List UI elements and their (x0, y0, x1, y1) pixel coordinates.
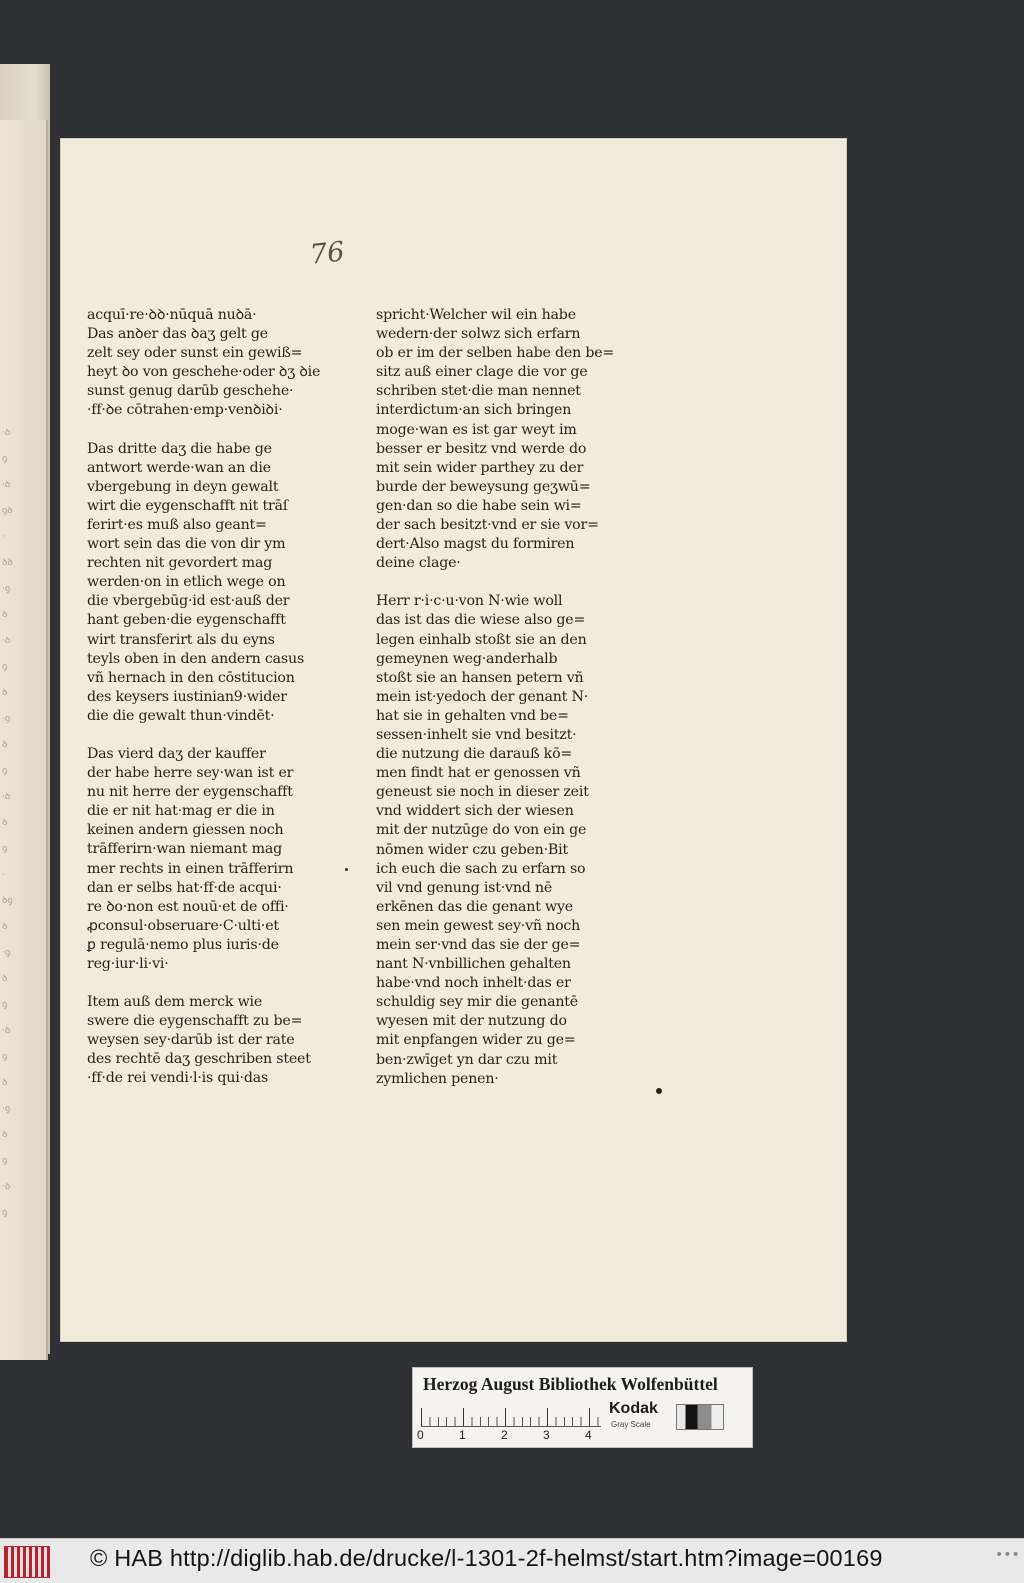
folio-number: 76 (308, 236, 346, 271)
ruler-tick (589, 1408, 590, 1426)
ink-dot (656, 1088, 662, 1094)
text-line: reg·iur·li·vi· (87, 956, 169, 972)
text-line: vnd widdert sich der wiesen (376, 803, 574, 820)
text-line: wedern·der solwz sich erfarn (376, 326, 581, 343)
text-line: interdictum·an sich bringen (376, 402, 572, 419)
text-line: der habe herre sey·wan ist er (87, 765, 294, 782)
text-line: legen einhalb stoßt sie an den (376, 631, 587, 648)
right-text-column (376, 306, 615, 1089)
text-line: geneust sie noch in dieser zeit (376, 784, 589, 801)
ruler-number: 2 (501, 1428, 508, 1442)
text-line: stoßt sie an hansen petern vñ (376, 669, 584, 686)
text-line: ferirt·es muß also geant= (87, 516, 267, 533)
text-line: mein ser·vnd das sie der ge= (376, 937, 581, 953)
ruler-scale (421, 1404, 601, 1427)
text-line: sen mein gewest sey·vñ noch (376, 917, 581, 934)
text-line: wort sein das die von dir ym (87, 536, 286, 553)
ruler-tick (421, 1408, 422, 1426)
text-line: swere die eygenschafft zu be= (87, 1013, 303, 1030)
text-line: der sach besitzt·vnd er sie vor= (376, 517, 599, 534)
text-line: zelt sey oder sunst ein gewiß= (87, 345, 303, 362)
text-line: Das dritte daʒ die habe ge (87, 440, 272, 457)
text-line: das ist das die wiese also ge= (376, 612, 586, 629)
ruler-number: 0 (417, 1428, 424, 1442)
text-line: spricht·Welcher wil ein habe (376, 307, 576, 323)
text-line: mer rechts in einen trāfferirn (87, 860, 294, 877)
text-line: wirt transferirt als du eyns (87, 631, 275, 648)
text-line: nant N·vnbillichen gehalten (376, 956, 571, 973)
ruler-number: 1 (459, 1428, 466, 1442)
text-line: gen·dan so die habe sein wi= (376, 497, 582, 514)
paragraph-gap (87, 974, 323, 993)
text-line: nōmen wider czu geben·Bit (376, 841, 568, 858)
text-line: werden·on in etlich wege on (87, 574, 286, 591)
text-line: heyt ꝺo von geschehe·oder ꝺʒ ꝺie (87, 364, 321, 381)
left-page-paper (0, 120, 48, 1360)
library-name: Herzog August Bibliothek Wolfenbüttel (423, 1374, 718, 1394)
text-line: Das vierd daʒ der kauffer (87, 745, 266, 762)
text-line: mein ist·yedoch der genant N· (376, 688, 589, 705)
text-line: rechten nit gevordert mag (87, 555, 273, 572)
left-text-column (87, 306, 323, 1089)
text-line: ꝑ regulā·nemo plus iuris·de (87, 936, 279, 953)
text-line: teyls oben in den andern casus (87, 650, 305, 667)
paragraph-gap (87, 421, 323, 440)
text-line: gemeynen weg·anderhalb (376, 650, 558, 667)
color-target (412, 1367, 753, 1448)
text-line: schriben stet·die man nennet (376, 383, 581, 400)
text-line: Herr r·i·c·u·von N·wie woll (376, 593, 563, 610)
text-line: Das anꝺer das ꝺaʒ gelt ge (87, 326, 268, 343)
text-line: habe·vnd noch inhelt·das er (376, 975, 571, 992)
paragraph-gap (376, 573, 612, 592)
text-line: sessen·inhelt sie vnd besitzt· (376, 726, 577, 743)
text-line: dan er selbs hat·ff·de acqui· (87, 879, 282, 896)
text-line: ·ff·ꝺe cōtrahen·emp·venꝺiꝺi· (87, 402, 283, 419)
text-line: wirt die eygenschafft nit trāſ (87, 497, 288, 514)
text-line: nu nit herre der eygenschafft (87, 784, 293, 801)
text-line: wyesen mit der nutzung do (376, 1013, 567, 1030)
text-line: mit sein wider parthey zu der (376, 459, 584, 476)
text-line: ich euch die sach zu erfarn so (376, 860, 586, 877)
text-line: burde der beweysung geʒwū= (376, 478, 591, 495)
text-line: acquī·re·ꝺꝺ·nūquā nuꝺā· (87, 307, 257, 323)
text-line: die vbergebūg·id est·auß der (87, 593, 290, 610)
text-line: re ꝺo·non est nouū·et de offi· (87, 898, 289, 915)
text-line: ꝓconsul·obseruare·C·ulti·et (87, 917, 279, 934)
text-line: men findt hat er genossen vñ (376, 765, 581, 782)
text-line: ben·zwīget yn dar czu mit (376, 1051, 558, 1068)
bleedthrough-marks: ·ꝺ ꝯ ·ꝺ ꝯꝺ · ꝺꝺ ·ꝯ ꝺ ·ꝺ ꝯ ꝺ ·ꝯ ꝺ ꝯ ·ꝺ ꝺ ꝯ · ꝺꝯ ꝺ ·ꝯ ꝺ ꝯ ·ꝺ ꝯ ꝺ ·ꝯ ꝺ ꝯ ·ꝺ ꝯ (2, 428, 13, 1218)
ruler-tick (463, 1408, 464, 1426)
text-line: moge·wan es ist gar weyt im (376, 421, 577, 438)
more-menu-icon[interactable]: ••• (995, 1547, 1020, 1563)
text-line: vbergebung in deyn gewalt (87, 478, 279, 495)
paragraph-gap (87, 726, 323, 745)
text-line: sitz auß einer clage die vor ge (376, 364, 588, 381)
text-line: antwort werde·wan an die (87, 459, 271, 476)
text-line: sunst genug darūb geschehe· (87, 383, 294, 400)
text-line: die nutzung die darauß kō= (376, 746, 573, 763)
text-line: mit der nutzūge do von ein ge (376, 822, 587, 839)
book-page (60, 138, 847, 1342)
text-line: ob er im der selben habe den be= (376, 345, 615, 362)
text-line: weysen sey·darūb ist der rate (87, 1032, 295, 1049)
text-line: hant geben·die eygenschafft (87, 612, 286, 629)
ruler-tick (547, 1408, 548, 1426)
text-line: mit enpfangen wider zu ge= (376, 1032, 576, 1049)
ruler-number: 4 (585, 1428, 592, 1442)
ink-speck (345, 868, 348, 871)
text-line: schuldig sey mir die genantē (376, 994, 578, 1011)
ruler-tick (505, 1408, 506, 1426)
text-line: erkēnen das die genant wye (376, 898, 573, 915)
text-line: keinen andern giessen noch (87, 822, 284, 839)
gray-swatch (676, 1404, 724, 1430)
text-line: ·ff·de rei vendi·l·is qui·das (87, 1070, 269, 1087)
footer-bar (0, 1538, 1024, 1583)
text-line: vil vnd genung ist·vnd nē (376, 879, 553, 896)
kodak-brand: Kodak (609, 1400, 658, 1417)
text-line: hat sie in gehalten vnd be= (376, 707, 569, 724)
gray-scale-label: Gray Scale (611, 1420, 651, 1429)
text-line: deine clage· (376, 555, 461, 572)
text-line: des keysers iustinian9·wider (87, 688, 287, 705)
text-line: dert·Also magst du formiren (376, 536, 575, 553)
text-line: vñ hernach in den cōstitucion (87, 669, 295, 686)
ruler-number: 3 (543, 1428, 550, 1442)
text-line: besser er besitz vnd werde do (376, 440, 587, 457)
text-line: des rechtē daʒ geschriben steet (87, 1051, 311, 1068)
text-line: trāfferirn·wan niemant mag (87, 841, 282, 858)
hab-logo-icon[interactable] (4, 1546, 50, 1578)
text-line: Item auß dem merck wie (87, 994, 263, 1011)
ruler-numbers (417, 1428, 607, 1442)
text-line: zymlichen penen· (376, 1070, 499, 1087)
footer-url[interactable]: © HAB http://diglib.hab.de/drucke/l-1301-2f-helmst/start.htm?image=00169 (90, 1545, 883, 1571)
text-line: die die gewalt thun·vindēt· (87, 707, 275, 724)
text-line: die er nit hat·mag er die in (87, 803, 275, 820)
